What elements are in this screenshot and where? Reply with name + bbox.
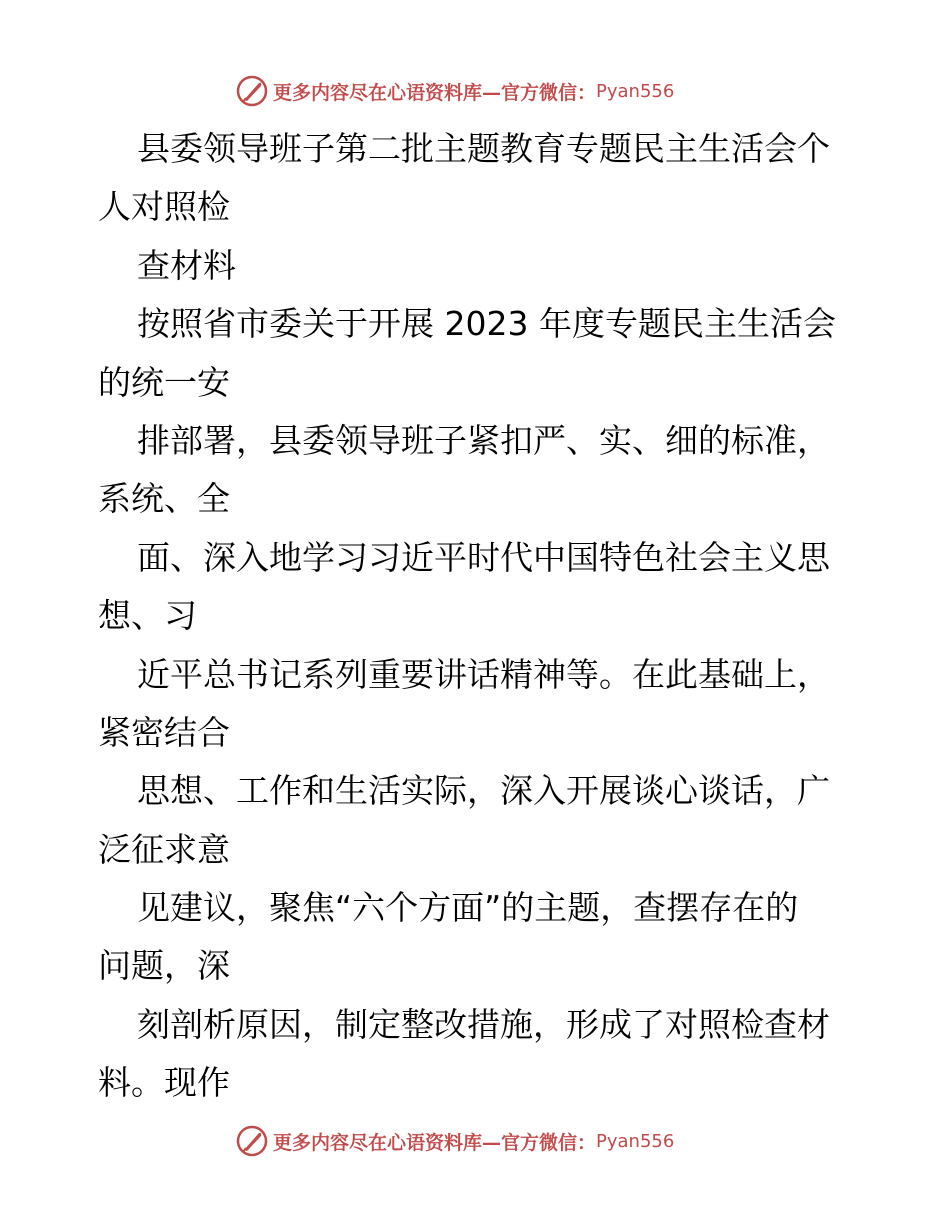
text-line: 泛征求意: [98, 829, 230, 869]
text-line: 料。现作: [98, 1063, 230, 1103]
text-line: 面、深入地学习习近平时代中国特色社会主义思: [137, 537, 830, 577]
text-line: 近平总书记系列重要讲话精神等。在此基础上，: [137, 654, 830, 694]
text-line: 的统一安: [98, 362, 230, 402]
text-line: 想、习: [98, 596, 197, 636]
text-line: 县委领导班子第二批主题教育专题民主生活会个: [137, 129, 830, 168]
text-line: 刻剖析原因，制定整改措施，形成了对照检查材: [137, 1004, 830, 1044]
watermark-wechat-id: Pyan556: [596, 80, 675, 102]
watermark-text: 更多内容尽在心语资料库—官方微信：: [273, 81, 597, 104]
quill-pen-logo-icon: [235, 74, 269, 108]
watermark-wechat-id: Pyan556: [596, 1130, 675, 1152]
quill-pen-logo-icon: [235, 1124, 269, 1158]
text-line: 排部署，县委领导班子紧扣严、实、细的标准，: [137, 420, 830, 460]
text-line: 查材料: [137, 245, 236, 285]
header-watermark: [235, 74, 674, 108]
footer-watermark: [235, 1124, 674, 1158]
text-line: 见建议，聚焦“六个方面”的主题，查摆存在的: [137, 888, 799, 928]
text-line: 紧密结合: [98, 712, 230, 752]
text-line: 系统、全: [98, 479, 230, 519]
document-body: [98, 120, 858, 1113]
text-line: 按照省市委关于开展 2023 年度专题民主生活会: [137, 304, 836, 344]
text-line: 思想、工作和生活实际，深入开展谈心谈话，广: [137, 771, 830, 811]
text-line: 人对照检: [98, 187, 230, 227]
watermark-text: 更多内容尽在心语资料库—官方微信：: [273, 1131, 597, 1154]
text-line: 问题，深: [98, 946, 230, 986]
